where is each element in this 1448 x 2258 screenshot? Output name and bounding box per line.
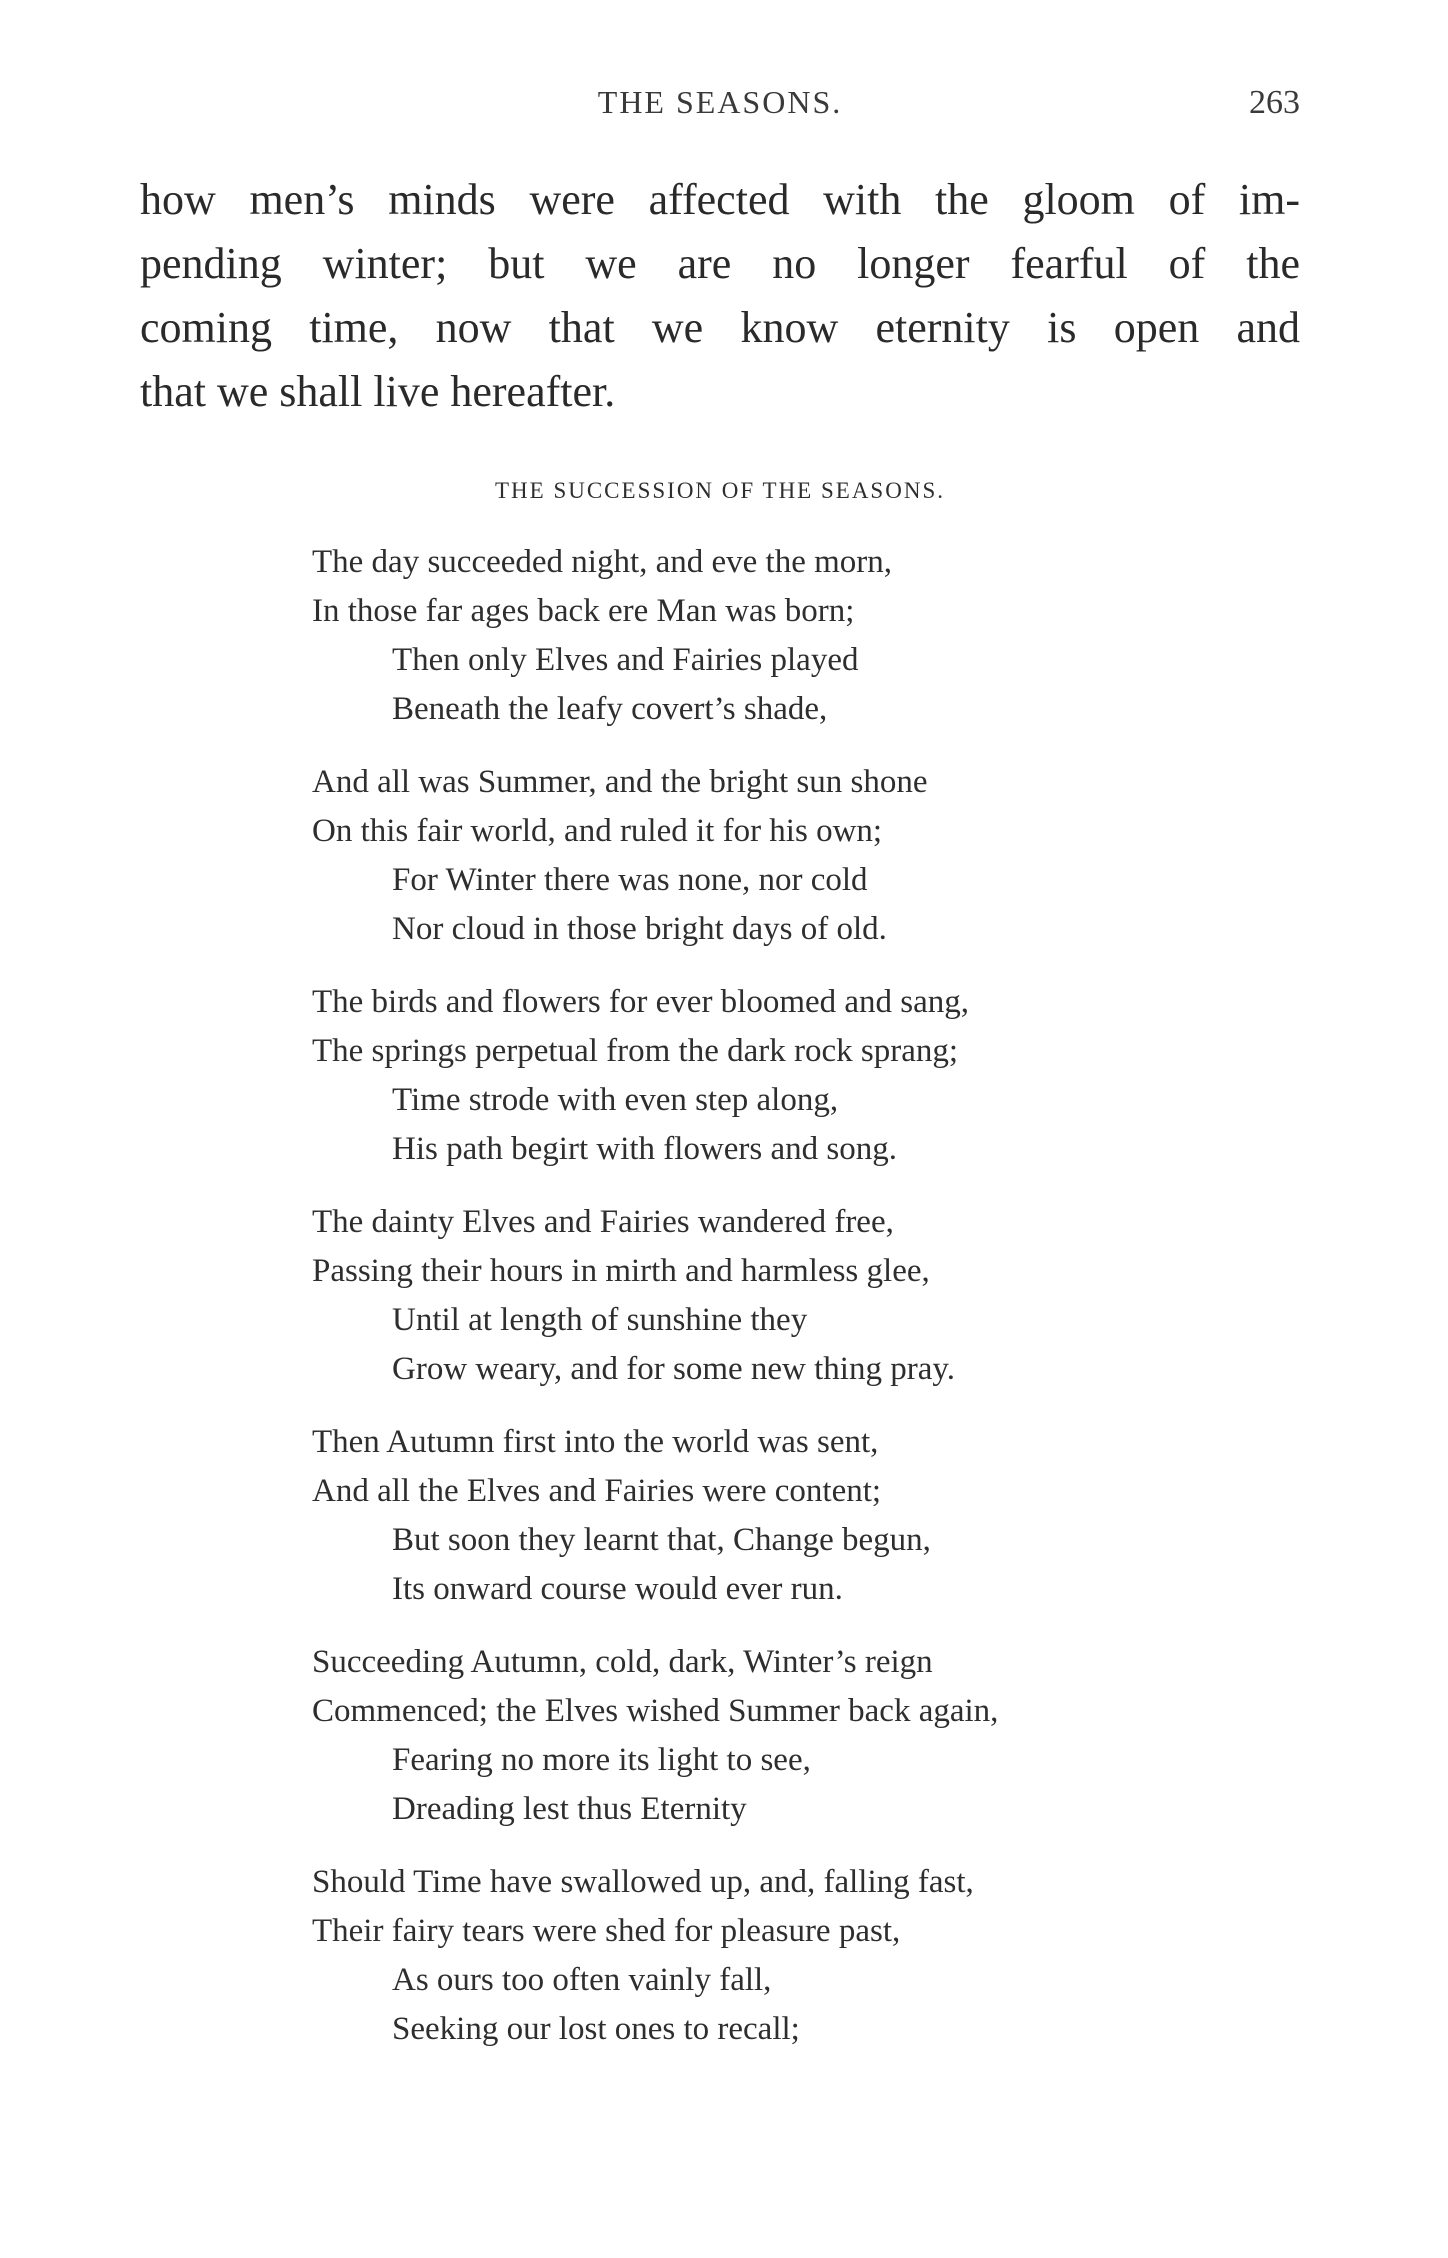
verse-line: The springs perpetual from the dark rock sprang;	[312, 1033, 959, 1069]
verse-line: Then only Elves and Fairies played	[392, 642, 859, 678]
verse-line: And all the Elves and Fairies were content;	[312, 1473, 882, 1509]
verse-line: As ours too often vainly fall,	[392, 1962, 772, 1998]
stanza	[312, 538, 1312, 734]
verse-line: Passing their hours in mirth and harmless glee,	[312, 1253, 930, 1289]
verse-line: Commenced; the Elves wished Summer back again,	[312, 1693, 999, 1729]
verse-line: Beneath the leafy covert’s shade,	[392, 691, 828, 727]
running-title: THE SEASONS.	[597, 84, 843, 120]
verse-line: But soon they learnt that, Change begun,	[392, 1522, 931, 1558]
verse-line: Nor cloud in those bright days of old.	[392, 911, 887, 947]
page-number: 263	[1249, 84, 1300, 121]
poem	[312, 538, 1312, 2078]
stanza	[312, 1418, 1312, 1614]
verse-line: The birds and flowers for ever bloomed and sang,	[312, 984, 970, 1020]
prose-line: coming time, now that we know eternity is open and	[140, 303, 1300, 352]
stanza	[312, 1638, 1312, 1834]
verse-line: In those far ages back ere Man was born;	[312, 593, 855, 629]
verse-line: Seeking our lost ones to recall;	[392, 2011, 800, 2047]
prose-paragraph	[140, 168, 1300, 424]
verse-line: His path begirt with flowers and song.	[392, 1131, 898, 1167]
verse-line: Should Time have swallowed up, and, falling fast,	[312, 1864, 974, 1900]
verse-line: Fearing no more its light to see,	[392, 1742, 811, 1778]
verse-line: Time strode with even step along,	[392, 1082, 839, 1118]
verse-line: For Winter there was none, nor cold	[392, 862, 868, 898]
stanza	[312, 1858, 1312, 2054]
verse-line: Their fairy tears were shed for pleasure past,	[312, 1913, 901, 1949]
verse-line: Dreading lest thus Eternity	[392, 1791, 747, 1827]
verse-line: Grow weary, and for some new thing pray.	[392, 1351, 955, 1387]
verse-line: Succeeding Autumn, cold, dark, Winter’s reign	[312, 1644, 933, 1680]
prose-line: how men’s minds were affected with the gloom of im-	[140, 175, 1300, 224]
prose-line: pending winter; but we are no longer fearful of the	[140, 239, 1300, 288]
verse-line: Then Autumn first into the world was sent,	[312, 1424, 879, 1460]
verse-line: The dainty Elves and Fairies wandered free,	[312, 1204, 894, 1240]
stanza	[312, 758, 1312, 954]
poem-title: THE SUCCESSION OF THE SEASONS.	[494, 478, 945, 503]
running-head	[140, 84, 1300, 132]
verse-line: Its onward course would ever run.	[392, 1571, 843, 1607]
verse-line: On this fair world, and ruled it for his own;	[312, 813, 883, 849]
stanza	[312, 978, 1312, 1174]
verse-line: Until at length of sunshine they	[392, 1302, 808, 1338]
verse-line: And all was Summer, and the bright sun shone	[312, 764, 928, 800]
verse-line: The day succeeded night, and eve the morn,	[312, 544, 893, 580]
prose-line: that we shall live hereafter.	[140, 367, 616, 416]
stanza	[312, 1198, 1312, 1394]
